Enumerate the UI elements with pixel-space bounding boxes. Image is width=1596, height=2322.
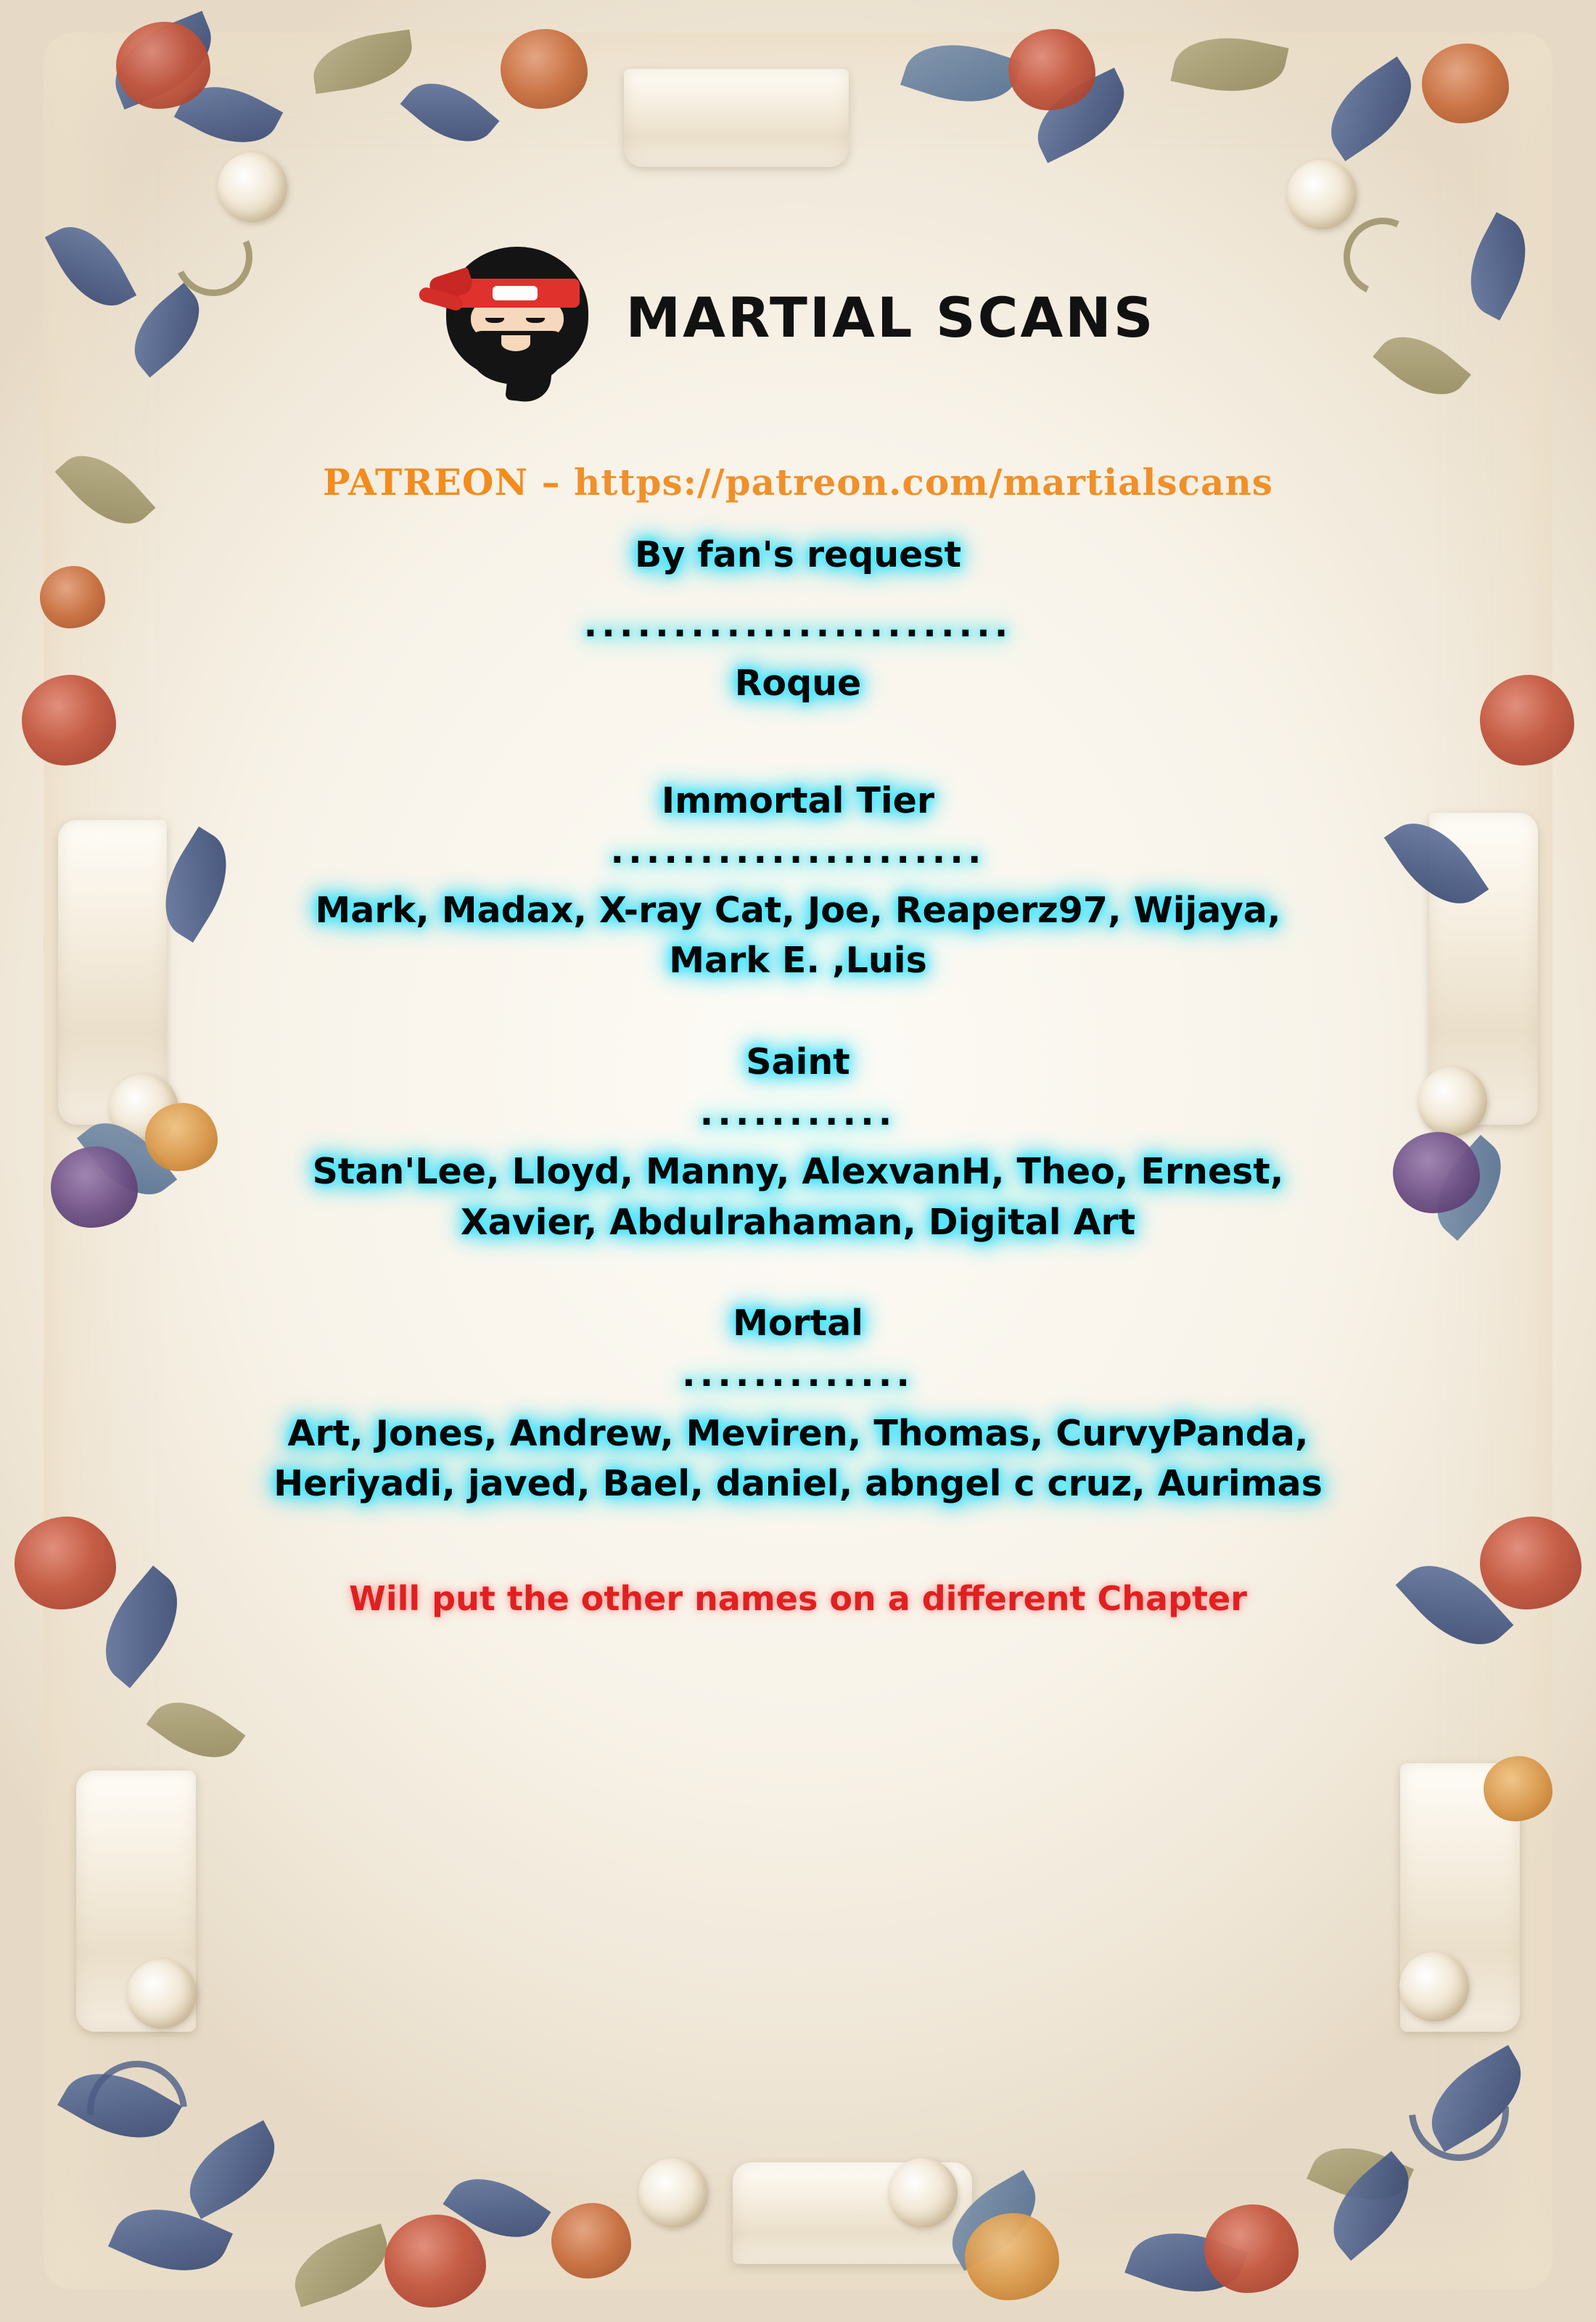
flower xyxy=(51,1146,138,1228)
leaf xyxy=(173,2120,290,2219)
flower xyxy=(1484,1756,1552,1821)
tier-members-saint-line-1: Stan'Lee, Lloyd, Manny, AlexvanH, Theo, Ernest, xyxy=(312,1151,1284,1193)
flower xyxy=(1204,2204,1299,2293)
scroll-curl-right-lower xyxy=(1399,1952,1469,2022)
flower xyxy=(116,22,210,109)
scroll-curl-left-lower xyxy=(127,1959,197,2029)
flower xyxy=(1393,1132,1480,1213)
tier-title-saint: Saint xyxy=(746,1041,850,1083)
flower xyxy=(501,29,588,109)
leaf xyxy=(1373,319,1471,412)
scroll-banner-left-lower xyxy=(76,1771,196,2032)
leaf xyxy=(400,65,500,160)
leaf xyxy=(77,1105,177,1213)
flower xyxy=(145,1103,218,1171)
flower xyxy=(1008,29,1095,110)
tier-members-saint-line-2: Xavier, Abdulrahaman, Digital Art xyxy=(460,1201,1136,1243)
patreon-url: https://patreon.com/martialscans xyxy=(574,461,1273,504)
leaf xyxy=(1452,212,1544,321)
leaf xyxy=(146,1684,245,1776)
leaf xyxy=(1414,2045,1539,2152)
leaf xyxy=(118,283,217,378)
tier-divider-immortal: ..................... xyxy=(610,830,986,872)
flower xyxy=(22,675,116,766)
tier-title-immortal: Immortal Tier xyxy=(661,779,935,821)
leaf xyxy=(1313,57,1430,162)
leaf xyxy=(1418,1135,1521,1241)
leaf xyxy=(1023,67,1139,163)
leaf xyxy=(108,2189,233,2291)
scroll-curl-top-left xyxy=(218,152,287,222)
vine-swirl xyxy=(1389,2040,1529,2181)
leaf xyxy=(1307,2131,1414,2218)
tier-title-mortal: Mortal xyxy=(733,1302,863,1345)
scroll-curl-left xyxy=(109,1074,178,1144)
brand-header xyxy=(218,239,1378,395)
leaf xyxy=(309,30,416,94)
leaf xyxy=(57,2052,182,2159)
tier-divider-mortal: ............. xyxy=(682,1353,914,1395)
flower xyxy=(551,2203,631,2278)
brand-title: MARTIAL SCANS xyxy=(625,285,1156,350)
scroll-banner-right xyxy=(1429,813,1538,1125)
tier-members-mortal-line-1: Art, Jones, Andrew, Meviren, Thomas, CurvyPanda, xyxy=(287,1412,1309,1454)
leaf xyxy=(900,28,1022,118)
leaf xyxy=(443,2159,551,2257)
tier-members-immortal-line-1: Mark, Madax, X-ray Cat, Joe, Reaperz97, Wijaya, xyxy=(315,889,1281,931)
tier-members-immortal-line-2: Mark E. ,Luis xyxy=(669,940,927,982)
leaf xyxy=(45,212,136,321)
flower xyxy=(1480,1517,1581,1609)
scroll-curl-bottom-right xyxy=(888,2158,958,2228)
credits-content xyxy=(218,239,1378,1618)
leaf xyxy=(935,2170,1052,2270)
scroll-curl-top-right xyxy=(1287,160,1357,229)
flower xyxy=(965,2213,1059,2300)
patreon-separator: – xyxy=(528,461,575,504)
requester-name: Roque xyxy=(734,662,862,705)
flower xyxy=(15,1517,116,1609)
scroll-banner-left xyxy=(58,820,167,1125)
leaf xyxy=(174,68,283,161)
flower xyxy=(40,566,105,628)
patreon-link[interactable] xyxy=(218,461,1378,504)
leaf xyxy=(101,11,225,110)
tier-divider-saint: ........... xyxy=(699,1091,897,1133)
footer-note: Will put the other names on a different Chapter xyxy=(349,1578,1247,1618)
flower xyxy=(1480,675,1574,766)
leaf xyxy=(1171,25,1289,103)
scroll-banner-top xyxy=(624,69,849,167)
request-line: By fan's request xyxy=(634,534,962,575)
leaf xyxy=(83,1566,200,1689)
patreon-label: PATREON xyxy=(323,461,529,504)
vine-swirl xyxy=(67,2040,207,2181)
ninja-head-icon xyxy=(440,239,596,395)
tier-members-mortal-line-2: Heriyadi, javed, Bael, daniel, abngel c cruz, Aurimas xyxy=(273,1463,1323,1505)
scroll-banner-bottom xyxy=(733,2162,972,2264)
leaf xyxy=(1314,2151,1429,2260)
flower xyxy=(1422,44,1509,123)
scroll-curl-right xyxy=(1418,1067,1487,1136)
scroll-curl-bottom-left xyxy=(638,2158,708,2228)
leaf xyxy=(284,2223,398,2307)
leaf xyxy=(1396,1544,1514,1666)
leaf xyxy=(1124,2215,1248,2310)
flower xyxy=(384,2215,486,2307)
divider-1: ........................ xyxy=(583,603,1013,645)
leaf xyxy=(1384,805,1489,922)
scroll-banner-right-lower xyxy=(1400,1763,1520,2032)
leaf xyxy=(54,438,155,541)
